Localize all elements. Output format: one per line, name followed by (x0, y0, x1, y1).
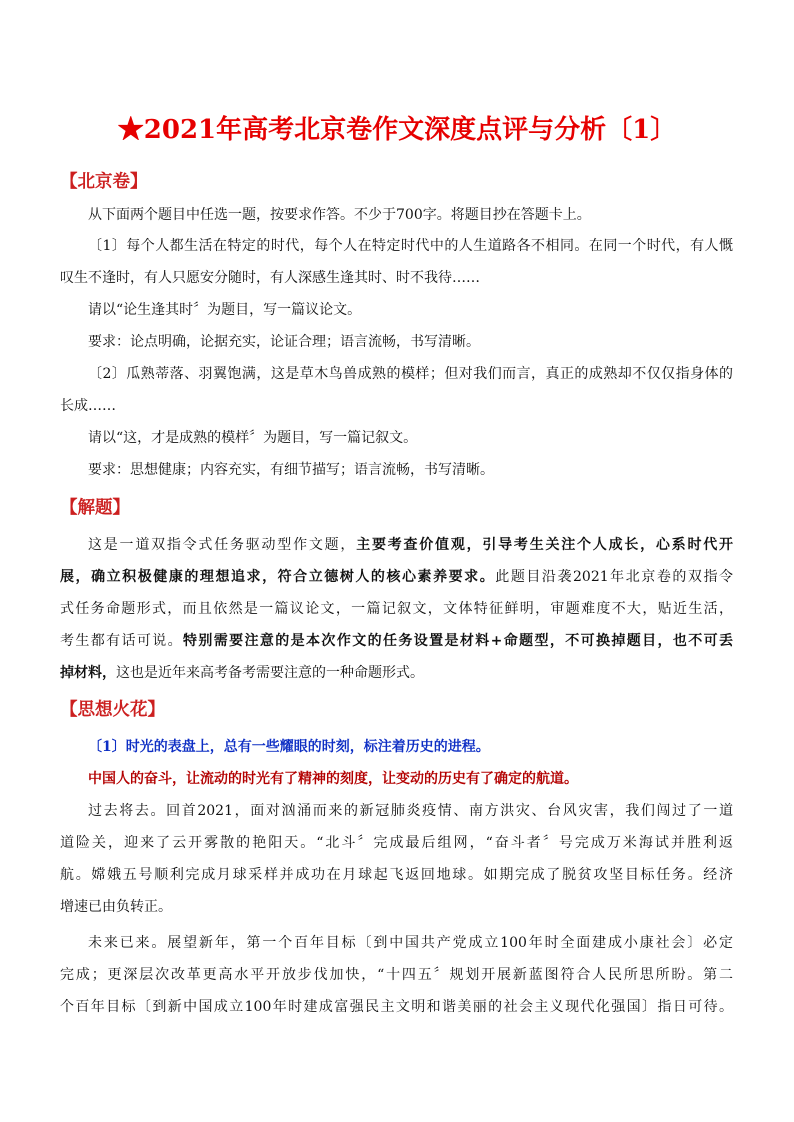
section-heading-beijing: 【北京卷】 (60, 172, 148, 192)
section-heading-sixiang: 【思想火花】 (60, 700, 165, 720)
analysis-text: 这也是近年来高考备考需要注意的一种命题形式。 (116, 665, 424, 681)
prompt-instruction: 从下面两个题目中任选一题，按要求作答。不少于700字。将题目抄在答题卡上。 (88, 207, 591, 223)
analysis-text: 此题目沿袭2021年北京卷的双指令 (495, 569, 733, 585)
analysis-line-3: 式任务命题形式，而且依然是一篇议论文，一篇记叙文，文体特征鲜明，审题难度不大，贴近生活， (60, 601, 733, 617)
prompt-option-1-req: 要求：论点明确，论据充实，论证合理；语言流畅，书写清晰。 (88, 334, 480, 350)
prompt-option-2: 〔2〕瓜熟蒂落、羽翼饱满，这是草木鸟兽成熟的模样；但对我们而言，真正的成熟却不仅仅指身体的 (88, 366, 733, 382)
analysis-emphasis: 掉材料， (60, 665, 116, 681)
prompt-option-2-task: 请以“这，才是成熟的模样〞为题目，写一篇记叙文。 (88, 430, 418, 446)
idea-paragraph-1-line: 道险关，迎来了云开雾散的艳阳天。“北斗〞完成最后组网，“奋斗者〞号完成万米海试并胜利返 (60, 835, 733, 851)
analysis-line-2 (60, 567, 733, 587)
idea-paragraph-2-line: 未来已来。展望新年，第一个百年目标〔到中国共产党成立100年时全面建成小康社会〕必定 (88, 935, 733, 951)
document-title: ★2021年高考北京卷作文深度点评与分析〔1〕 (117, 115, 677, 145)
idea-highlight-red: 中国人的奋斗，让流动的时光有了精神的刻度，让变动的历史有了确定的航道。 (88, 771, 578, 787)
analysis-text: 考生都有话可说。 (60, 633, 184, 649)
analysis-line-1 (88, 535, 733, 555)
idea-paragraph-2-line: 完成；更深层次改革更高水平开放步伐加快，“十四五〞规划开展新蓝图符合人民所思所盼。第二 (60, 967, 733, 983)
idea-highlight-blue: 〔1〕时光的表盘上，总有一些耀眼的时刻，标注着历史的进程。 (88, 739, 490, 755)
analysis-line-4 (60, 631, 733, 651)
idea-paragraph-2-line: 个百年目标〔到新中国成立100年时建成富强民主文明和谐美丽的社会主义现代化强国〕指日可待。 (60, 999, 733, 1015)
analysis-emphasis: 特别需要注意的是本次作文的任务设置是材料+命题型，不可换掉题目，也不可丢 (183, 633, 733, 649)
analysis-emphasis: 展，确立积极健康的理想追求，符合立德树人的核心素养要求。 (60, 569, 496, 585)
prompt-option-1-task: 请以“论生逢其时〞为题目，写一篇议论文。 (88, 302, 362, 318)
prompt-option-2-cont: 长成…… (60, 398, 116, 414)
prompt-option-2-req: 要求：思想健康；内容充实，有细节描写；语言流畅，书写清晰。 (88, 462, 494, 478)
idea-paragraph-1-line: 增速已由负转正。 (60, 899, 172, 915)
prompt-option-1: 〔1〕每个人都生活在特定的时代，每个人在特定时代中的人生道路各不相同。在同一个时代，有人慨 (88, 238, 733, 254)
section-heading-jieti: 【解题】 (60, 498, 130, 518)
idea-paragraph-1-line: 航。嫦娥五号顺利完成月球采样并成功在月球起飞返回地球。如期完成了脱贫攻坚目标任务。经济 (60, 867, 733, 883)
analysis-text: 这是一道双指令式任务驱动型作文题， (88, 537, 357, 553)
idea-paragraph-1-line: 过去将去。回首2021，面对汹涌而来的新冠肺炎疫情、南方洪灾、台风灾害，我们闯过了一道 (88, 803, 733, 819)
prompt-option-1-cont: 叹生不逢时，有人只愿安分随时，有人深感生逢其时、时不我待…… (60, 270, 480, 286)
analysis-line-5 (60, 663, 424, 683)
analysis-emphasis: 主要考查价值观，引导考生关注个人成长，心系时代开 (356, 537, 734, 553)
